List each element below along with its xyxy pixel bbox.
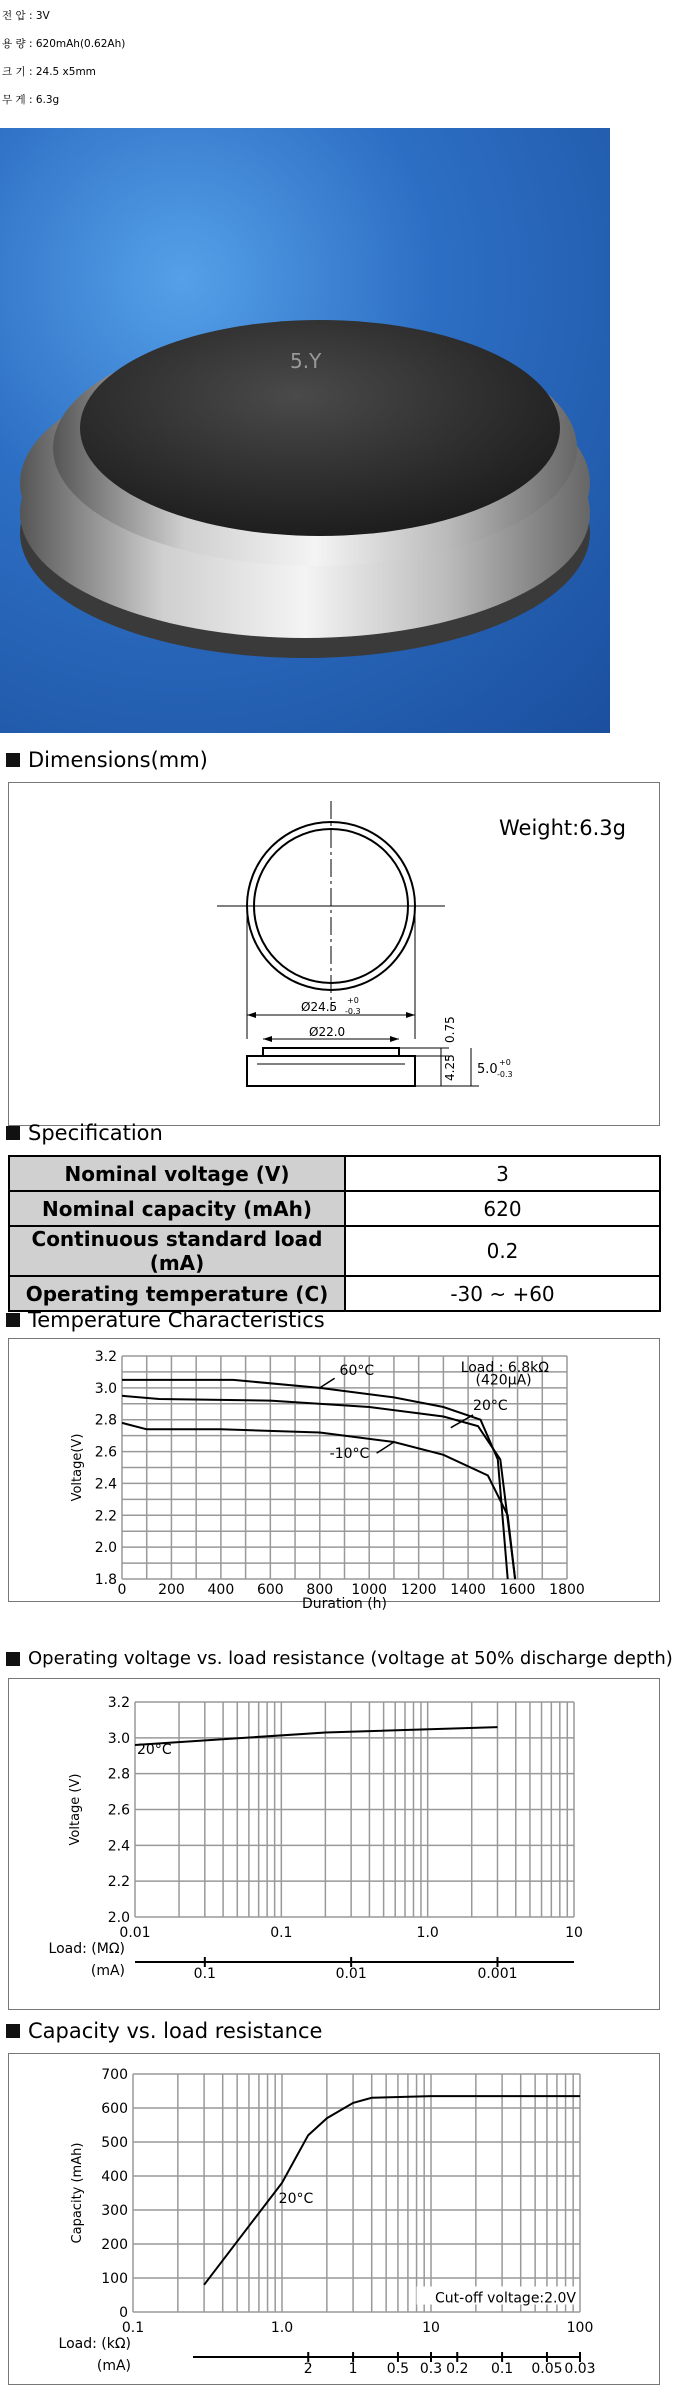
spec-value: -30 ~ +60 [345, 1276, 660, 1311]
x2-tick-label: 2 [303, 2361, 313, 2377]
table-row [9, 1276, 660, 1311]
y-tick-label: 1.8 [94, 1572, 117, 1588]
x-tick-label: 1600 [499, 1582, 536, 1598]
cell-body [247, 1056, 415, 1086]
x-tick-label: 400 [207, 1582, 235, 1598]
x2-tick-label: 0.1 [193, 1966, 216, 1982]
y-tick-label: 100 [101, 2271, 128, 2287]
x2-axis-label: (mA) [96, 2358, 131, 2374]
x2-tick-label: 0.1 [490, 2361, 514, 2377]
arrow-left-icon [247, 1012, 256, 1018]
y-tick-label: 400 [101, 2169, 128, 2185]
square-bullet-icon [6, 2024, 20, 2038]
series-label: 20°C [137, 1741, 172, 1758]
y-tick-label: 2.6 [94, 1444, 117, 1461]
op-voltage-chart [9, 1679, 659, 2009]
spec-value: 3 [345, 1156, 660, 1191]
y-tick-label: 2.0 [94, 1540, 117, 1557]
spec-label: Nominal voltage (V) [9, 1156, 345, 1191]
leader-line [320, 1378, 335, 1388]
x2-tick-label: 1 [348, 2361, 358, 2377]
section-op-voltage-heading [6, 1648, 673, 1669]
height-tol-top: +0 [499, 1058, 511, 1067]
x2-tick-label: 0.001 [477, 1966, 518, 1982]
spec-table [8, 1155, 661, 1312]
square-bullet-icon [6, 753, 20, 767]
body-height-label: 4.25 [443, 1054, 457, 1081]
cutoff-annotation: Cut-off voltage:2.0V [435, 2290, 576, 2307]
y-tick-label: 2.8 [107, 1766, 130, 1783]
x-tick-label: 1200 [400, 1582, 437, 1598]
section-title: Temperature Characteristics [28, 1308, 325, 1332]
x-tick-label: 600 [256, 1582, 284, 1598]
photo-engraving: 5.Y [290, 349, 322, 373]
section-title: Dimensions(mm) [28, 748, 208, 772]
dimensions-box [8, 782, 660, 1126]
x2-tick-label: 0.01 [335, 1966, 367, 1982]
x-tick-label: 1800 [549, 1582, 585, 1598]
x2-tick-label: 0.5 [386, 2361, 410, 2377]
series-label: 60°C [339, 1363, 375, 1380]
dimensions-drawing [9, 783, 659, 1125]
weight-label: Weight:6.3g [499, 816, 626, 840]
x-tick-label: 10 [422, 2320, 440, 2336]
section-temperature-heading [6, 1308, 325, 1332]
series-label: -10°C [329, 1445, 370, 1462]
x-tick-label: 1400 [450, 1582, 486, 1598]
temperature-chart-box [8, 1338, 660, 1612]
y-tick-label: 200 [101, 2237, 128, 2253]
y-axis-label: Voltage(V) [70, 1433, 85, 1502]
spec-value: 620 [345, 1191, 660, 1226]
y-tick-label: 3.0 [107, 1730, 130, 1747]
spec-label: Continuous standard load (mA) [9, 1226, 345, 1276]
spec-capacity: 용 량 : 620mAh(0.62Ah) [2, 38, 126, 50]
y-tick-label: 600 [101, 2101, 128, 2117]
op-voltage-chart-box [8, 1678, 660, 2010]
y-tick-label: 2.2 [94, 1508, 117, 1525]
step-height-label: 0.75 [443, 1016, 457, 1043]
outer-tol-bottom: -0.3 [345, 1007, 361, 1016]
x-tick-label: 0 [117, 1582, 127, 1598]
leader-line [451, 1415, 473, 1428]
spec-size: 크 기 : 24.5 x5mm [2, 66, 96, 78]
x-tick-label: 1.0 [416, 1925, 439, 1941]
height-tol-bottom: -0.3 [497, 1070, 513, 1079]
x2-tick-label: 0.05 [531, 2361, 563, 2377]
table-row [9, 1191, 660, 1226]
y-tick-label: 2.2 [107, 1874, 130, 1891]
x-tick-label: 10 [565, 1925, 583, 1941]
x-axis-label: Duration (h) [301, 1596, 388, 1612]
x-tick-label: 0.1 [270, 1925, 293, 1941]
outer-tol-top: +0 [347, 996, 359, 1005]
capacity-chart [9, 2054, 659, 2384]
y-tick-label: 2.8 [94, 1412, 117, 1429]
y-tick-label: 2.4 [107, 1838, 130, 1855]
spec-weight: 무 게 : 6.3g [2, 94, 60, 106]
load-annotation: Load : 6.8kΩ [460, 1359, 549, 1376]
y-tick-label: 2.0 [107, 1910, 130, 1926]
arrow-right-icon [406, 1012, 415, 1018]
x-axis-label: Load: (MΩ) [48, 1941, 125, 1957]
y-tick-label: 3.0 [94, 1380, 117, 1397]
x-tick-label: 0.1 [121, 2320, 145, 2336]
y-tick-label: 300 [101, 2203, 128, 2219]
y-tick-label: 2.6 [107, 1802, 130, 1819]
series-label: 20°C [278, 2191, 314, 2208]
section-capacity-heading [6, 2019, 322, 2043]
inner-diameter-label: Ø22.0 [309, 1025, 346, 1039]
cell-step [263, 1048, 399, 1056]
x-axis-label: Load: (kΩ) [58, 2336, 131, 2352]
square-bullet-icon [6, 1126, 20, 1140]
spec-voltage: 전 압 : 3V [2, 10, 50, 22]
section-title: Specification [28, 1121, 163, 1145]
x-tick-label: 1000 [351, 1582, 388, 1598]
coin-cell-image [0, 128, 610, 733]
section-title: Operating voltage vs. load resistance (voltage at 50% discharge depth) [28, 1648, 673, 1669]
table-row [9, 1156, 660, 1191]
y-tick-label: 3.2 [94, 1349, 117, 1365]
square-bullet-icon [6, 1313, 20, 1327]
square-bullet-icon [6, 1652, 20, 1666]
y-tick-label: 2.4 [94, 1476, 117, 1493]
battery-photo [0, 128, 610, 733]
series-line [204, 2096, 580, 2285]
x2-tick-label: 0.03 [564, 2361, 596, 2377]
spec-value: 0.2 [345, 1226, 660, 1276]
section-specification-heading [6, 1121, 163, 1145]
x-tick-label: 0.01 [119, 1925, 151, 1941]
x2-tick-label: 0.3 [419, 2361, 443, 2377]
series-line [122, 1423, 515, 1579]
table-row [9, 1226, 660, 1276]
y-tick-label: 3.2 [107, 1695, 130, 1711]
x-tick-label: 200 [158, 1582, 185, 1598]
series-line [122, 1380, 508, 1579]
y-axis-label: Voltage (V) [68, 1773, 83, 1846]
x-tick-label: 100 [566, 2320, 594, 2336]
series-line [135, 1727, 498, 1745]
temperature-chart [9, 1339, 659, 1612]
y-tick-label: 0 [119, 2305, 128, 2321]
y-tick-label: 700 [101, 2067, 128, 2083]
spec-label: Nominal capacity (mAh) [9, 1191, 345, 1226]
x-tick-label: 800 [306, 1582, 334, 1598]
spec-label: Operating temperature (C) [9, 1276, 345, 1311]
arrow-right-icon [390, 1036, 399, 1042]
y-axis-label: Capacity (mAh) [70, 2142, 85, 2244]
x2-tick-label: 0.2 [446, 2361, 469, 2377]
section-title: Capacity vs. load resistance [28, 2019, 323, 2043]
outer-diameter-label: Ø24.5 [301, 1000, 338, 1014]
section-dimensions-heading [6, 748, 208, 772]
current-annotation: (420μA) [475, 1372, 532, 1389]
x-tick-label: 1.0 [270, 2320, 294, 2336]
x2-axis-label: (mA) [90, 1963, 125, 1979]
series-label: 20°C [473, 1398, 508, 1415]
y-tick-label: 500 [101, 2135, 128, 2151]
arrow-left-icon [263, 1036, 272, 1042]
series-line [122, 1396, 515, 1579]
capacity-chart-box [8, 2053, 660, 2385]
total-height-label: 5.0 [477, 1062, 498, 1077]
